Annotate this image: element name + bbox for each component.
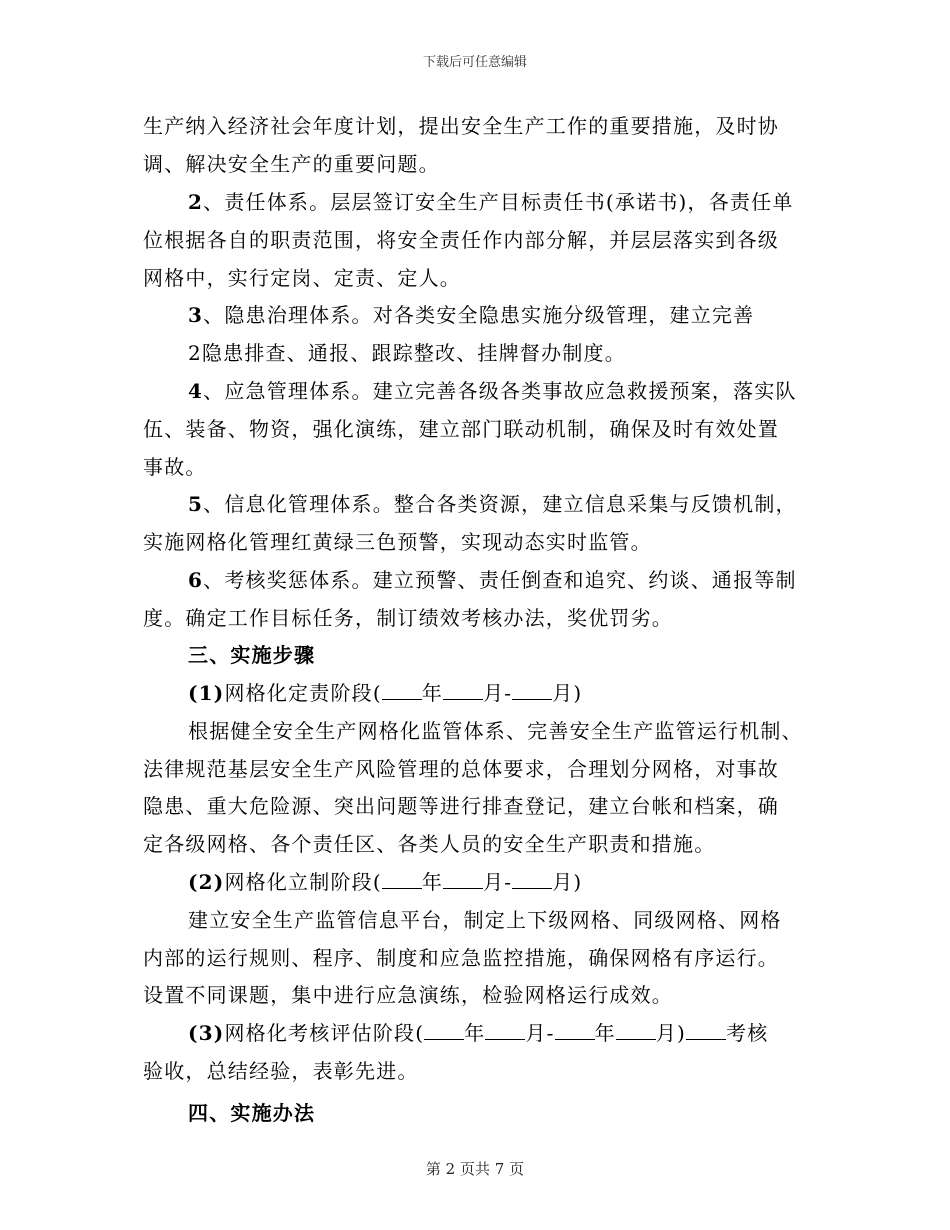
- paragraph-line: 位根据各自的职责范围，将安全责任作内部分解，并层层落实到各级: [143, 228, 779, 252]
- unit-text: 月-: [483, 870, 513, 894]
- paragraph-line: 调、解决安全生产的重要问题。: [143, 152, 440, 176]
- item-text: 、信息化管理体系。整合各类资源，建立信息采集与反馈机制，: [203, 492, 797, 516]
- blank-field: [555, 1021, 595, 1040]
- paragraph-line: 定各级网格、各个责任区、各类人员的安全生产职责和措施。: [143, 832, 716, 856]
- paragraph-line: 隐患、重大危险源、突出问题等进行排查登记，建立台帐和档案，确: [143, 794, 779, 818]
- item-assessment-system: [188, 568, 797, 592]
- paragraph-line: 建立安全生产监管信息平台，制定上下级网格、同级网格、网格: [188, 908, 782, 932]
- stage-title: 网格化定责阶段(: [224, 681, 382, 705]
- paragraph-line: 实施网格化管理红黄绿三色预警，实现动态实时监管。: [143, 530, 652, 554]
- stage-title: 网格化立制阶段(: [224, 870, 382, 894]
- blank-field: [443, 681, 483, 700]
- item-emergency-system: [188, 379, 797, 403]
- unit-text: 考核: [726, 1021, 769, 1045]
- paragraph-line: 法律规范基层安全生产风险管理的总体要求，合理划分网格，对事故: [143, 757, 779, 781]
- stage-1-heading: [188, 681, 582, 705]
- item-text: 、考核奖惩体系。建立预警、责任倒查和追究、约谈、通报等制: [203, 568, 797, 592]
- item-number: 3: [188, 303, 204, 327]
- item-number: 2: [188, 190, 204, 214]
- item-number: 4: [188, 379, 204, 403]
- item-text: 、责任体系。层层签订安全生产目标责任书(承诺书)，各责任单: [203, 190, 794, 214]
- blank-field: [382, 681, 422, 700]
- page-footer: 第 2 页共 7 页: [425, 1160, 525, 1178]
- paragraph-line: 伍、装备、物资，强化演练，建立部门联动机制，确保及时有效处置: [143, 417, 779, 441]
- paragraph-line: 2隐患排查、通报、跟踪整改、挂牌督办制度。: [188, 341, 626, 365]
- section-heading: 四、实施办法: [188, 1101, 316, 1125]
- unit-text: 年: [594, 1021, 616, 1045]
- blank-field: [512, 870, 552, 889]
- unit-text: 月-: [483, 681, 513, 705]
- item-informatization-system: [188, 492, 797, 516]
- unit-text: 年: [421, 681, 444, 705]
- paragraph-line: 设置不同课题，集中进行应急演练，检验网格运行成效。: [143, 983, 673, 1007]
- blank-field: [485, 1021, 525, 1040]
- paragraph-line: 事故。: [143, 455, 207, 479]
- blank-field: [512, 681, 552, 700]
- item-text: 、应急管理体系。建立完善各级各类事故应急救援预案，落实队: [203, 379, 797, 403]
- blank-field: [443, 870, 483, 889]
- unit-text: 年: [421, 870, 444, 894]
- paragraph-line: 生产纳入经济社会年度计划，提出安全生产工作的重要措施，及时协: [143, 114, 779, 138]
- page-header: 下载后可任意编辑: [422, 55, 527, 70]
- item-hazard-system: [188, 303, 754, 327]
- unit-text: 月): [552, 870, 583, 894]
- stage-number: (3): [188, 1021, 225, 1045]
- blank-field: [686, 1021, 726, 1040]
- item-responsibility-system: [188, 190, 794, 214]
- stage-2-heading: [188, 870, 582, 894]
- paragraph-line: 网格中，实行定岗、定责、定人。: [143, 266, 461, 290]
- unit-text: 月): [655, 1021, 687, 1045]
- section-heading: 三、实施步骤: [188, 643, 316, 667]
- item-text: 、隐患治理体系。对各类安全隐患实施分级管理，建立完善: [203, 303, 755, 327]
- blank-field: [616, 1021, 656, 1040]
- stage-number: (1): [188, 681, 225, 705]
- paragraph-line: 度。确定工作目标任务，制订绩效考核办法，奖优罚劣。: [143, 606, 673, 630]
- paragraph-line: 根据健全安全生产网格化监管体系、完善安全生产监管运行机制、: [188, 719, 803, 743]
- stage-number: (2): [188, 870, 225, 894]
- blank-field: [424, 1021, 464, 1040]
- blank-field: [382, 870, 422, 889]
- stage-title: 网格化考核评估阶段(: [224, 1021, 425, 1045]
- stage-3-heading: [188, 1021, 768, 1045]
- item-number: 6: [188, 568, 204, 592]
- unit-text: 月): [552, 681, 583, 705]
- unit-text: 年: [464, 1021, 486, 1045]
- paragraph-line: 验收，总结经验，表彰先进。: [143, 1059, 419, 1083]
- unit-text: 月-: [525, 1021, 555, 1045]
- paragraph-line: 内部的运行规则、程序、制度和应急监控措施，确保网格有序运行。: [143, 946, 779, 970]
- item-number: 5: [188, 492, 204, 516]
